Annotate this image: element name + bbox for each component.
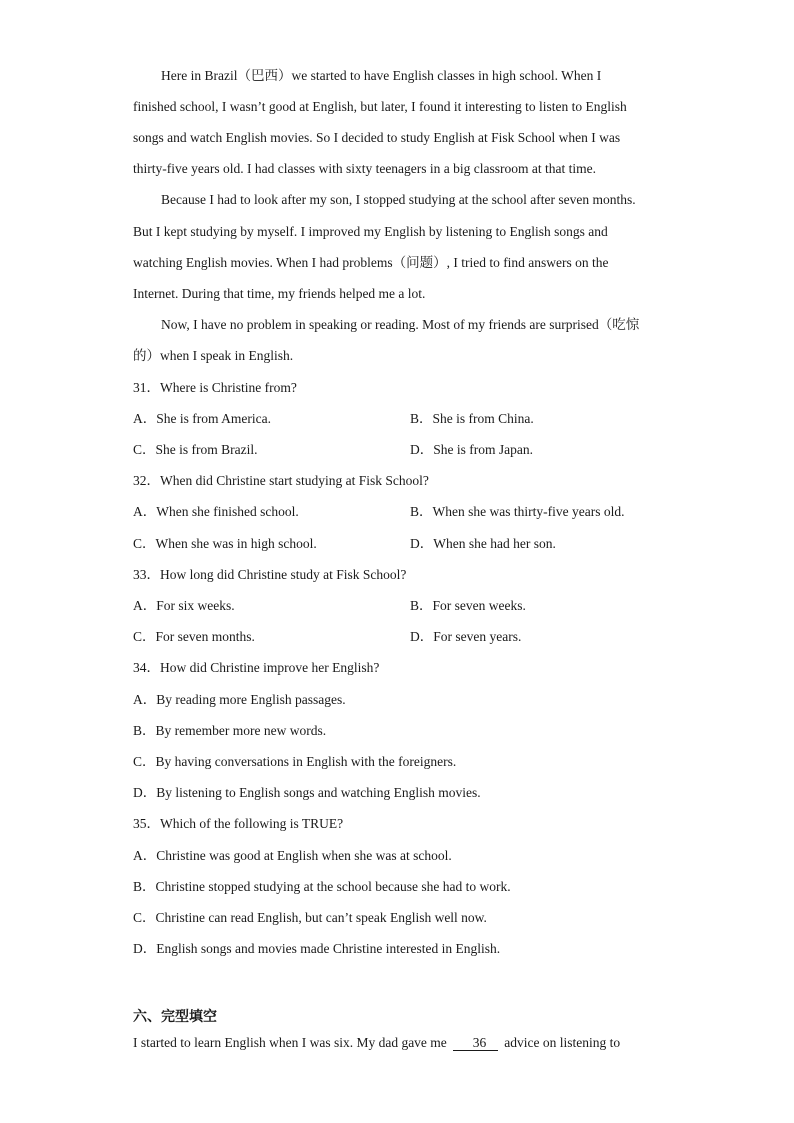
answer-option: A．For six weeks. bbox=[133, 598, 235, 613]
answer-option: D．She is from Japan. bbox=[410, 442, 533, 457]
question-stem: 33．How long did Christine study at Fisk School? bbox=[133, 567, 407, 582]
answer-option: B．She is from China. bbox=[410, 411, 534, 426]
answer-option: D．For seven years. bbox=[410, 629, 522, 644]
answer-option: C．She is from Brazil. bbox=[133, 442, 258, 457]
cloze-intro-line bbox=[133, 1035, 620, 1051]
answer-option: C．For seven months. bbox=[133, 629, 255, 644]
cloze-blank: 36 bbox=[453, 1036, 499, 1051]
answer-option: B．By remember more new words. bbox=[133, 723, 327, 738]
question-stem: 35．Which of the following is TRUE? bbox=[133, 816, 344, 831]
answer-option: C．Christine can read English, but can’t speak English well now. bbox=[133, 910, 487, 925]
question-stem: 31．Where is Christine from? bbox=[133, 380, 297, 395]
question-stem: 34．How did Christine improve her English? bbox=[133, 660, 380, 675]
passage-line: watching English movies. When I had problems（问题）, I tried to find answers on the bbox=[133, 255, 609, 270]
answer-option: B．For seven weeks. bbox=[410, 598, 526, 613]
passage-line: Internet. During that time, my friends helped me a lot. bbox=[133, 286, 426, 301]
passage-line: songs and watch English movies. So I decided to study English at Fisk School when I was bbox=[133, 130, 621, 145]
answer-option: D．By listening to English songs and watching English movies. bbox=[133, 785, 481, 800]
passage-line: thirty-five years old. I had classes with sixty teenagers in a big classroom at that time. bbox=[133, 161, 597, 176]
answer-option: B．Christine stopped studying at the school because she had to work. bbox=[133, 879, 511, 894]
question-stem: 32．When did Christine start studying at Fisk School? bbox=[133, 473, 429, 488]
answer-option: B．When she was thirty-five years old. bbox=[410, 504, 625, 519]
answer-option: D．When she had her son. bbox=[410, 536, 556, 551]
cloze-text-after: advice on listening to bbox=[504, 1035, 621, 1050]
answer-option: A．When she finished school. bbox=[133, 504, 299, 519]
answer-option: A．Christine was good at English when she was at school. bbox=[133, 848, 452, 863]
passage-line: Because I had to look after my son, I stopped studying at the school after seven months. bbox=[161, 192, 636, 207]
answer-option: D．English songs and movies made Christine interested in English. bbox=[133, 941, 501, 956]
passage-line: Here in Brazil（巴西）we started to have English classes in high school. When I bbox=[161, 68, 602, 83]
section-heading: 六、完型填空 bbox=[133, 1009, 217, 1025]
passage-line: 的）when I speak in English. bbox=[133, 348, 294, 363]
passage-line: But I kept studying by myself. I improved my English by listening to English songs and bbox=[133, 224, 608, 239]
cloze-text-before: I started to learn English when I was six. My dad gave me bbox=[133, 1035, 447, 1050]
answer-option: C．When she was in high school. bbox=[133, 536, 317, 551]
answer-option: A．By reading more English passages. bbox=[133, 692, 346, 707]
passage-line: finished school, I wasn’t good at English, but later, I found it interesting to listen to English bbox=[133, 99, 627, 114]
answer-option: C．By having conversations in English with the foreigners. bbox=[133, 754, 457, 769]
passage-line: Now, I have no problem in speaking or reading. Most of my friends are surprised（吃惊 bbox=[161, 317, 640, 332]
answer-option: A．She is from America. bbox=[133, 411, 271, 426]
